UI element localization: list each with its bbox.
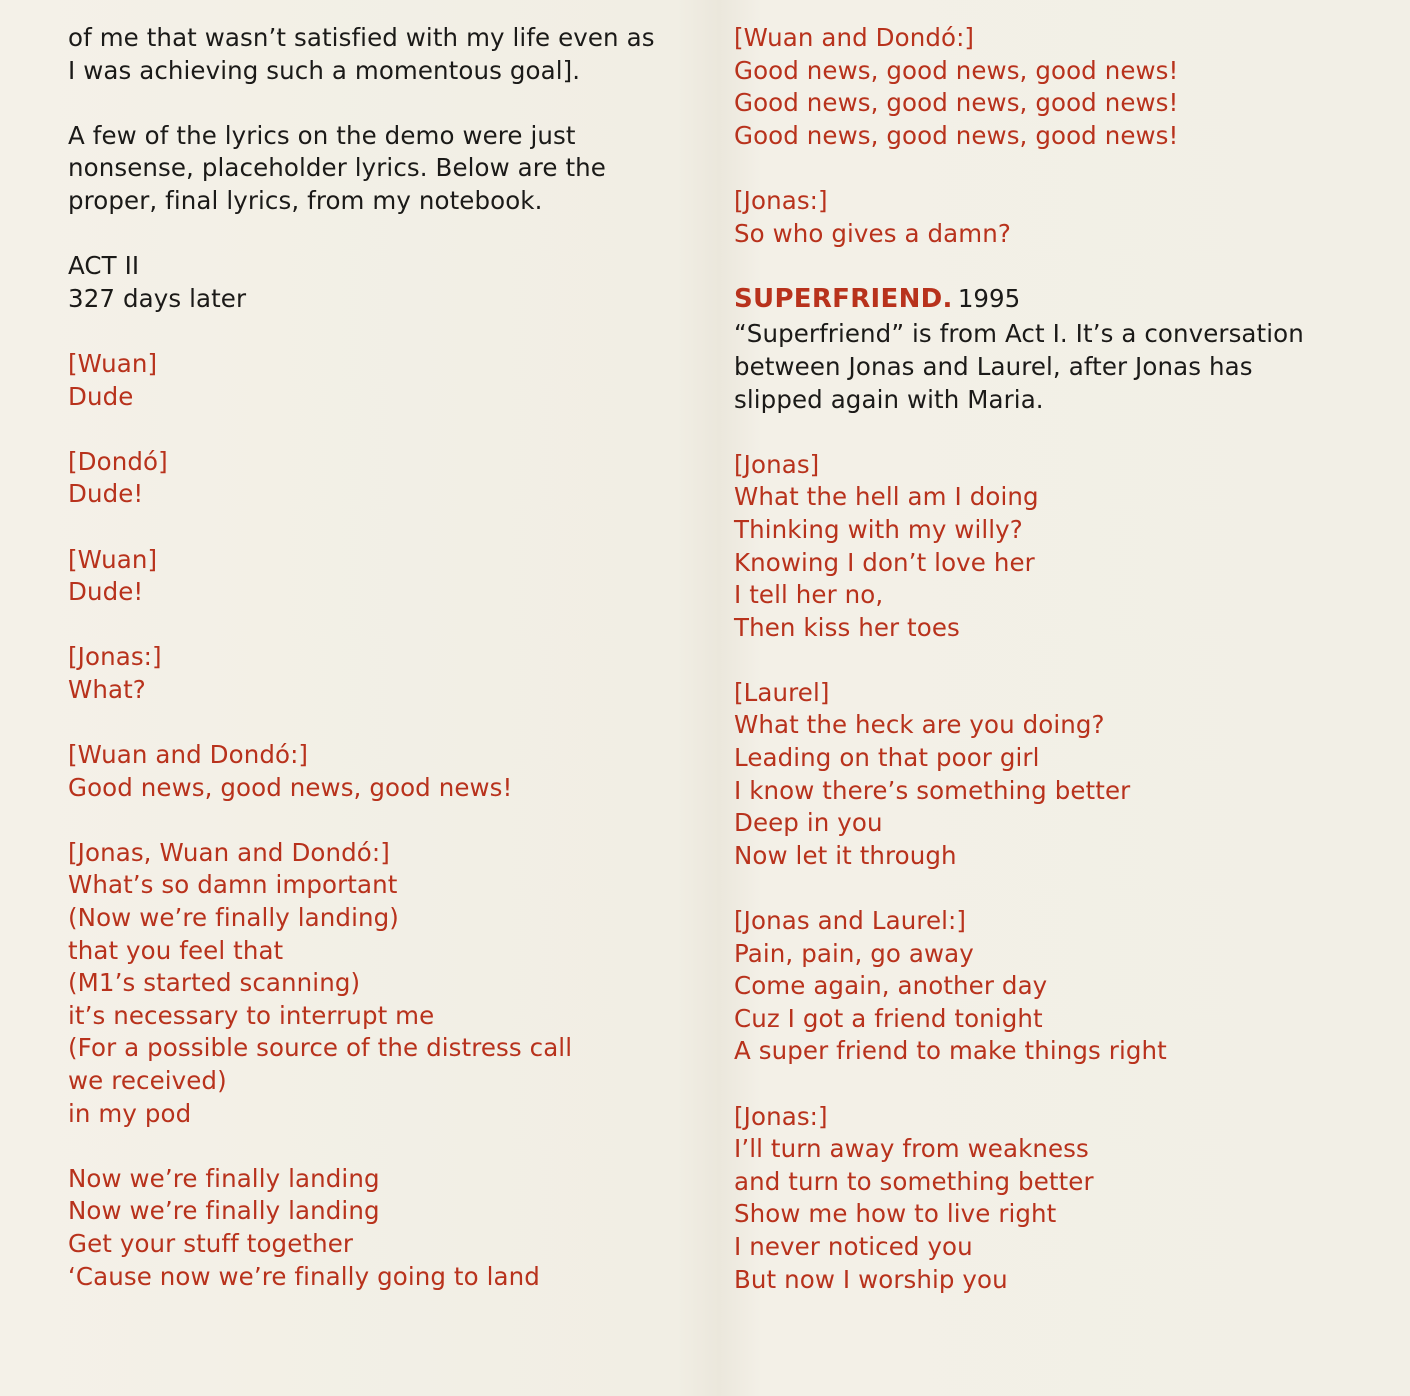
demo-note-line: nonsense, placeholder lyrics. Below are the — [68, 153, 606, 183]
section-heading — [734, 283, 1374, 319]
section-title: SUPERFRIEND. — [734, 283, 953, 314]
lyric-line: Good news, good news, good news! — [734, 120, 1179, 150]
lyric-block — [734, 905, 1374, 1068]
section-description-line: slipped again with Maria. — [734, 384, 1044, 414]
lyric-line: we received) — [68, 1066, 227, 1095]
speaker-label: [Jonas:] — [68, 642, 162, 672]
lyric-block — [734, 1101, 1374, 1297]
lyric-line: Come again, another day — [734, 971, 1048, 1001]
demo-note-line: proper, final lyrics, from my notebook. — [68, 185, 543, 215]
section-year: 1995 — [957, 283, 1021, 313]
lyric-line: (Now we’re finally landing) — [68, 903, 399, 933]
lyric-line: Good news, good news, good news! — [68, 772, 513, 802]
speaker-label: [Wuan and Dondó:] — [734, 23, 975, 52]
lyric-line: What’s so damn important — [68, 870, 398, 900]
lyric-line: Good news, good news, good news! — [734, 55, 1179, 85]
left-column — [68, 22, 668, 1293]
demo-note-line: A few of the lyrics on the demo were just — [68, 120, 576, 150]
lyric-line: Now let it through — [734, 840, 957, 870]
lyric-line: I tell her no, — [734, 580, 884, 610]
lyric-line: I never noticed you — [734, 1231, 973, 1261]
speaker-label: [Wuan] — [68, 544, 158, 574]
lyric-block — [734, 22, 1374, 152]
lyric-line: Dude! — [68, 577, 144, 607]
lyric-block — [68, 1163, 668, 1293]
speaker-label: [Laurel] — [734, 677, 830, 707]
lyric-line: But now I worship you — [734, 1264, 1008, 1294]
lyric-block — [68, 739, 668, 804]
lyric-block — [68, 641, 668, 706]
speaker-label: [Jonas, Wuan and Dondó:] — [68, 837, 390, 867]
lyric-line: So who gives a damn? — [734, 218, 1011, 248]
lyric-block — [68, 544, 668, 609]
lyric-line: (For a possible source of the distress call — [68, 1033, 573, 1063]
lyric-block — [734, 677, 1374, 873]
lyric-line: Then kiss her toes — [734, 612, 960, 642]
speaker-label: [Jonas and Laurel:] — [734, 906, 967, 936]
intro-line: of me that wasn’t satisfied with my life even as — [68, 23, 655, 52]
right-column — [734, 22, 1374, 1296]
lyric-block — [68, 446, 668, 511]
lyric-line: A super friend to make things right — [734, 1036, 1167, 1066]
speaker-label: [Wuan and Dondó:] — [68, 740, 309, 770]
lyric-block — [68, 837, 668, 1130]
lyric-line: I’ll turn away from weakness — [734, 1134, 1089, 1164]
lyric-line: Good news, good news, good news! — [734, 88, 1179, 118]
lyric-line: Show me how to live right — [734, 1199, 1057, 1229]
lyric-block — [68, 348, 668, 413]
lyric-line: ‘Cause now we’re finally going to land — [68, 1261, 540, 1291]
act-heading: ACT II — [68, 251, 140, 281]
lyric-line: What? — [68, 674, 146, 704]
lyric-line: and turn to something better — [734, 1166, 1094, 1196]
lyric-line: Dude — [68, 381, 134, 411]
lyric-line: it’s necessary to interrupt me — [68, 1000, 435, 1030]
lyric-line: What the hell am I doing — [734, 482, 1039, 512]
intro-line: I was achieving such a momentous goal]. — [68, 55, 581, 85]
section-description-line: “Superfriend” is from Act I. It’s a conversation — [734, 319, 1304, 349]
lyric-line: Deep in you — [734, 808, 883, 838]
speaker-label: [Jonas:] — [734, 1101, 828, 1131]
lyric-line: in my pod — [68, 1098, 192, 1128]
lyric-line: Leading on that poor girl — [734, 743, 1040, 773]
lyric-line: (M1’s started scanning) — [68, 968, 361, 998]
lyric-line: Thinking with my willy? — [734, 514, 1023, 544]
lyric-line: Get your stuff together — [68, 1228, 354, 1258]
lyric-line: that you feel that — [68, 935, 284, 965]
act-subheading: 327 days later — [68, 283, 247, 313]
speaker-label: [Wuan] — [68, 348, 158, 378]
speaker-label: [Jonas] — [734, 449, 820, 479]
section-description-line: between Jonas and Laurel, after Jonas has — [734, 351, 1253, 381]
lyric-block — [734, 185, 1374, 250]
lyric-line: Dude! — [68, 479, 144, 509]
lyric-line: I know there’s something better — [734, 775, 1131, 805]
lyric-line: What the heck are you doing? — [734, 710, 1105, 740]
lyric-line: Cuz I got a friend tonight — [734, 1003, 1043, 1033]
lyric-line: Pain, pain, go away — [734, 938, 974, 968]
speaker-label: [Jonas:] — [734, 185, 828, 215]
lyric-line: Now we’re finally landing — [68, 1196, 380, 1226]
lyric-line: Now we’re finally landing — [68, 1163, 380, 1193]
speaker-label: [Dondó] — [68, 446, 168, 476]
lyric-line: Knowing I don’t love her — [734, 547, 1035, 577]
lyric-block — [734, 449, 1374, 645]
